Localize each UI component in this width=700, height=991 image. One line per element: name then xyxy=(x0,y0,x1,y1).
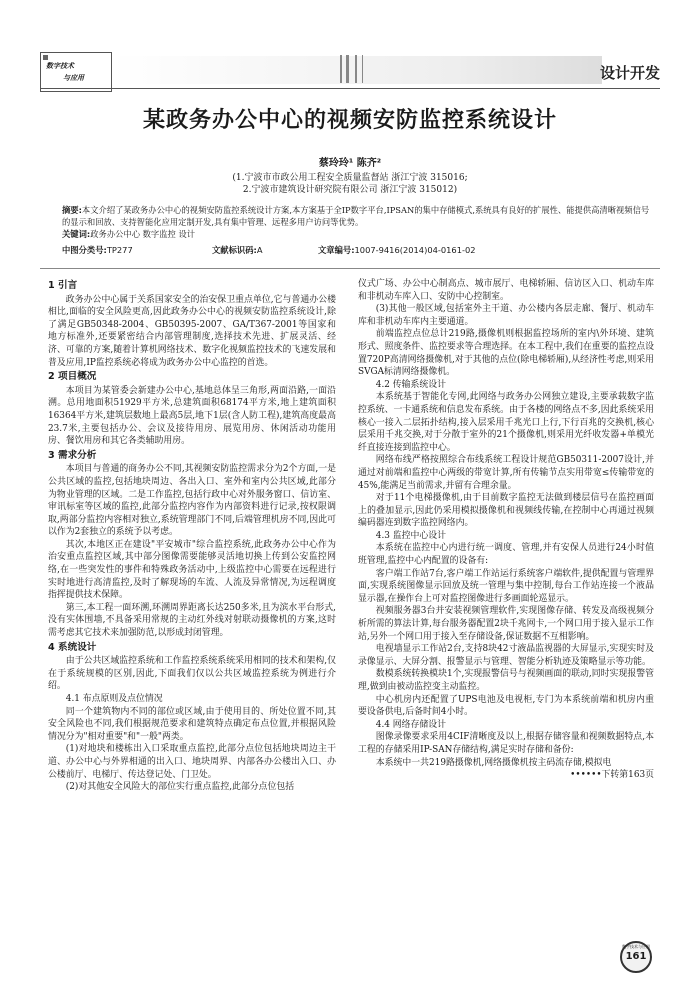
paragraph: 电视墙显示工作站2台,支持8块42寸液晶监视器的大屏显示,实现实时及录像显示、大屏分割、报警显示与管理、智能分析轨迹及策略显示等功能。 xyxy=(358,644,654,667)
paragraph: 本系统在监控中心内进行统一调度、管理,并有安保人员进行24小时值班管理,监控中心内配置的设备有: xyxy=(358,543,654,567)
paragraph: 政务办公中心属于关系国家安全的治安保卫重点单位,它与普通办公楼相比,面临的安全风险更高,因此政务办公中心的视频安防监控系统设计,除了满足GB50348-2004、GB50395-2007、GA/T367-2001等国家和地方标准外,还要紧密结合内部管理制度,选择技术先进、扩展灵活、经济、可靠的方案,随着计算机网络技术、数字化视频监控技术的飞速发展和普及应用,IP监控系统必将成为政务办公中心监控的首选。 xyxy=(48,294,336,368)
page-number: 161 xyxy=(625,951,647,962)
paragraph: 本系统中一共219路摄像机,网络摄像机按主码流存储,模拟电 xyxy=(375,757,612,768)
paragraph: 图像录像要求采用4CIF清晰度及以上,根据存储容量和视频数据特点,本工程的存储采用IP-SAN存储结构,满足实时存储和备份: xyxy=(358,732,654,755)
paragraph: 本项目与普通的商务办公不同,其视频安防监控需求分为2个方面,一是公共区域的监控,包括地块周边、各出入口、室外和室内公共区域,此部分为物业管理的区域。二是工作监控,包括行政中心对外服务窗口、信访室、审讯标室等区域的监控,此部分监控内容作为内部资料进行记录,按权限调取,两部分监控内容相对独立,系统管理部门不同,后端管理机房不同,因此可以作为2套独立的系统予以考虑。 xyxy=(48,464,336,538)
abstract xyxy=(62,204,652,240)
paragraph: (2)对其他安全风险大的部位实行重点监控,此部分点位包括 xyxy=(65,782,295,793)
keywords-label: 关键词: xyxy=(62,229,91,239)
journal-name-line1: 数字技术 xyxy=(46,62,74,70)
header-band xyxy=(112,56,602,84)
paragraph: 视频服务器3台并安装视频管理软件,实现图像存储、转发及高级视频分析所需的算法计算,每台服务器配置2块千兆网卡,一个网口用于接入显示工作站,另外一个网口用于接入至存储设备,保证数据不互相影响。 xyxy=(358,606,654,642)
continued-note: ••••••下转第163页 xyxy=(570,770,654,781)
logo-square-icon xyxy=(43,55,48,60)
section-heading: 3 需求分析 xyxy=(48,449,97,461)
subsection-heading: 4.3 监控中心设计 xyxy=(375,530,446,541)
article-number: 文章编号:1007-9416(2014)04-0161-02 xyxy=(318,245,476,255)
journal-logo xyxy=(40,52,112,92)
section-heading: 1 引言 xyxy=(48,280,78,291)
right-column xyxy=(358,278,654,782)
subsection-heading: 4.2 传输系统设计 xyxy=(375,379,446,390)
article-title: 某政务办公中心的视频安防监控系统设计 xyxy=(142,107,557,133)
section-heading: 4 系统设计 xyxy=(48,641,97,653)
subsection-heading: 4.4 网络存储设计 xyxy=(375,719,446,730)
paragraph: 其次,本地区正在建设"平安城市"综合监控系统,此政务办公中心作为治安重点监控区域,其中部分图像需要能够灵活地切换上传到公安监控网络,在一些突发性的事件和特殊政务活动中,上级监控中心需要在远程进行实时地进行高清监控,及时了解现场的车流、人流及异常情况,为远程调度指挥提供技术保障。 xyxy=(48,539,336,601)
paragraph: 仪式广场、办公中心制高点、城市展厅、电梯轿厢、信访区入口、机动车库和非机动车库入口、安防中心控制室。 xyxy=(358,279,654,302)
paragraph: 本系统基于智能化专网,此网络与政务办公网独立建设,主要承载数字监控系统、一卡通系统和信息发布系统。由于各楼的网络点不多,因此系统采用核心一接入二层拓扑结构,接入层采用千兆光口上行,下行百兆的交换机,核心层采用千兆交换,对于分散于室外的21个摄像机,则采用光纤收发器+单模光纤直接连接到监控中心。 xyxy=(358,392,654,453)
paragraph: (1)对地块和楼栋出入口采取重点监控,此部分点位包括地块周边主干道、办公中心与外界相通的出入口、地块周界、内部各办公楼出入口、办公楼前厅、电梯厅、传达登记处、门卫处。 xyxy=(48,744,336,780)
page-number-badge xyxy=(620,941,652,973)
paragraph: (3)其他一般区域,包括室外主干道、办公楼内各层走廊、餐厅、机动车库和非机动车库内主要通道。 xyxy=(358,304,654,327)
paragraph: 第三,本工程一面环溯,环溯周界距离长达250多米,且为滨水平台形式,没有实体围墙,不具备采用常规的主动红外线对射联动摄像机的方案,这时需考虑其它技术来加强防范,以形成封闭管理。 xyxy=(48,602,336,639)
journal-name-line2: 与应用 xyxy=(63,74,84,82)
abstract-text: 本文介绍了某政务办公中心的视频安防监控系统设计方案,本方案基于全IP数字平台,IPSAN的集中存储模式,系统具有良好的扩展性、能提供高清晰视频信号的显示和回放、支持智能化应用定制开发,具有集中管理、远程多用户访问等优势。 xyxy=(62,205,650,227)
paragraph: 中心机房内还配置了UPS电池及电视柜,专门为本系统前端和机房内重要设备供电,后备时间4小时。 xyxy=(358,694,654,718)
paragraph: 客户端工作站7台,客户端工作站运行系统客户端软件,提供配置与管理界面,实现系统图像显示回放及统一管理与集中控制,每台工作站连接一个液晶显示器,在操作台上可对监控图像进行多画面轮巡显示。 xyxy=(358,568,654,604)
paragraph: 对于11个电梯摄像机,由于目前数字监控无法做到楼层信号在监控画面上的叠加显示,因此仍采用模拟摄像机和视频线传输,在控制中心再通过视频编码器连到数字监控网络内。 xyxy=(358,493,654,529)
paragraph: 前端监控点位总计219路,摄像机则根据监控场所的室内\外环境、建筑形式、照度条件、监控要求等合理选择。在本工程中,我们在重要的监控点设置720P高清网络摄像机,对于其他的点位(除电梯轿厢),从经济性考虑,则采用SVGA标清网络摄像机。 xyxy=(358,329,654,378)
article-authors: 蔡玲玲¹ 陈齐² xyxy=(318,158,382,169)
clc-number: 中图分类号:TP277 xyxy=(62,245,133,255)
affiliation-2: 2.宁波市建筑设计研究院有限公司 浙江宁波 315012) xyxy=(242,185,458,195)
abstract-divider xyxy=(40,268,660,269)
page-badge-caption: 数字技术与应用 xyxy=(622,944,650,949)
left-column xyxy=(48,278,336,794)
abstract-label: 摘要: xyxy=(62,205,82,215)
header-divider xyxy=(40,88,660,89)
keywords-text: 政务办公中心 数字监控 设计 xyxy=(90,229,196,239)
paragraph: 网络布线严格按照综合布线系统工程设计规范GB50311-2007设计,并通过对前端和监控中心两级的带宽计算,所有传输节点实用带宽≤传输带宽的45%,能满足当前需求,并留有合理余量。 xyxy=(358,455,654,491)
paragraph: 本项目为某管委会新建办公中心,基地总体呈三角形,两面沿路,一面沿溯。总用地面积51929平方米,总建筑面积68174平方米,地上建筑面积16364平方米,建筑层数地上最高5层,地下1层(含人防工程),建筑高度最高23.7米,主要包括办公、会议及接待用房、展览用房、休闲活动功能用房、餐饮用房和其它各类辅助用房。 xyxy=(48,385,336,447)
section-heading: 2 项目概况 xyxy=(48,371,97,383)
affiliation-1: (1.宁波市市政公用工程安全质量监督站 浙江宁波 315016; xyxy=(232,173,468,183)
subsection-heading: 4.1 布点原则及点位情况 xyxy=(65,694,163,704)
paragraph: 数模系统转换模块1个,实现报警信号与视频画面的联动,同时实现报警管理,做到由被动监控变主动监控。 xyxy=(358,669,654,692)
paragraph: 同一个建筑物内不同的部位或区域,由于使用目的、所处位置不同,其安全风险也不同,我们根据规范要求和建筑特点确定布点位置,并根据风险情况分为"相对重要"和"一般"两类。 xyxy=(48,706,336,742)
paragraph: 由于公共区域监控系统和工作监控系统系统采用相同的技术和架构,仅在于系统规模的区别,因此,下面我们仅以公共区域监控系统为例进行介绍。 xyxy=(48,656,336,692)
document-code: 文献标识码:A xyxy=(212,245,263,255)
section-title: 设计开发 xyxy=(599,64,660,82)
